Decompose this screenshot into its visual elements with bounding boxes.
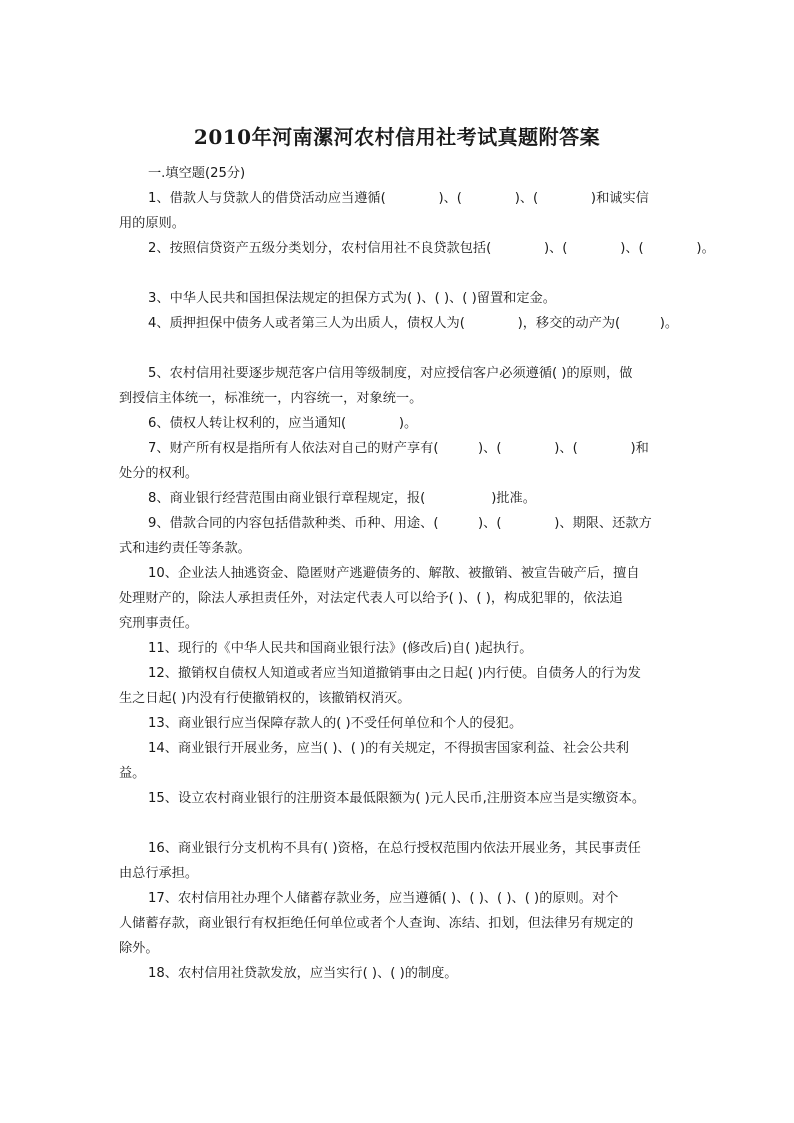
question-line: 8、商业银行经营范围由商业银行章程规定，报( )批准。 [148,491,536,506]
document-body [119,161,739,986]
question-line: 处分的权利。 [119,466,199,481]
question-line: 1、借款人与贷款人的借贷活动应当遵循( )、( )、( )和诚实信 [148,191,649,206]
question-line: 10、企业法人抽逃资金、隐匿财产逃避债务的、解散、被撤销、被宣告破产后，擅自 [148,566,640,581]
question-line: 生之日起( )内没有行使撤销权的，该撤销权消灭。 [119,691,411,706]
question-line: 究刑事责任。 [119,616,199,631]
question-line: 16、商业银行分支机构不具有( )资格，在总行授权范围内依法开展业务，其民事责任 [148,841,641,856]
question-line: 15、设立农村商业银行的注册资本最低限额为( )元人民币,注册资本应当是实缴资本。 [148,791,646,806]
question-line: 17、农村信用社办理个人储蓄存款业务，应当遵循( )、( )、( )、( )的原则。对个 [148,891,619,906]
question-line: 11、现行的《中华人民共和国商业银行法》(修改后)自( )起执行。 [148,641,533,656]
question-line: 式和违约责任等条款。 [119,541,251,556]
question-line: 6、债权人转让权利的，应当通知( )。 [148,416,418,431]
question-line: 12、撤销权自债权人知道或者应当知道撤销事由之日起( )内行使。自债务人的行为发 [148,666,641,681]
question-line: 用的原则。 [119,216,185,231]
question-line: 18、农村信用社贷款发放，应当实行( )、( )的制度。 [148,966,458,981]
document-title: 2010年河南漯河农村信用社考试真题附答案 [193,125,601,149]
blank-line [119,261,739,286]
question-line: 7、财产所有权是指所有人依法对自己的财产享有( )、( )、( )和 [148,441,649,456]
question-line: 益。 [119,766,146,781]
blank-line [119,811,739,836]
section-heading: 一.填空题(25分) [148,166,246,181]
question-line: 到授信主体统一，标准统一，内容统一，对象统一。 [119,391,423,406]
question-line: 人储蓄存款，商业银行有权拒绝任何单位或者个人查询、冻结、扣划，但法律另有规定的 [119,916,634,931]
question-line: 除外。 [119,941,159,956]
question-line: 2、按照信贷资产五级分类划分，农村信用社不良贷款包括( )、( )、( )。 [148,241,715,256]
question-line: 4、质押担保中债务人或者第三人为出质人，债权人为( )，移交的动产为( )。 [148,316,679,331]
question-line: 14、商业银行开展业务，应当( )、( )的有关规定，不得损害国家利益、社会公共利 [148,741,629,756]
question-line: 5、农村信用社要逐步规范客户信用等级制度，对应授信客户必须遵循( )的原则，做 [148,366,633,381]
question-line: 由总行承担。 [119,866,199,881]
question-line: 处理财产的，除法人承担责任外，对法定代表人可以给予( )、( )，构成犯罪的，依法追 [119,591,623,606]
question-line: 13、商业银行应当保障存款人的( )不受任何单位和个人的侵犯。 [148,716,523,731]
question-line: 3、中华人民共和国担保法规定的担保方式为( )、( )、( )留置和定金。 [148,291,556,306]
question-line: 9、借款合同的内容包括借款种类、币种、用途、( )、( )、期限、还款方 [148,516,652,531]
blank-line [119,336,739,361]
